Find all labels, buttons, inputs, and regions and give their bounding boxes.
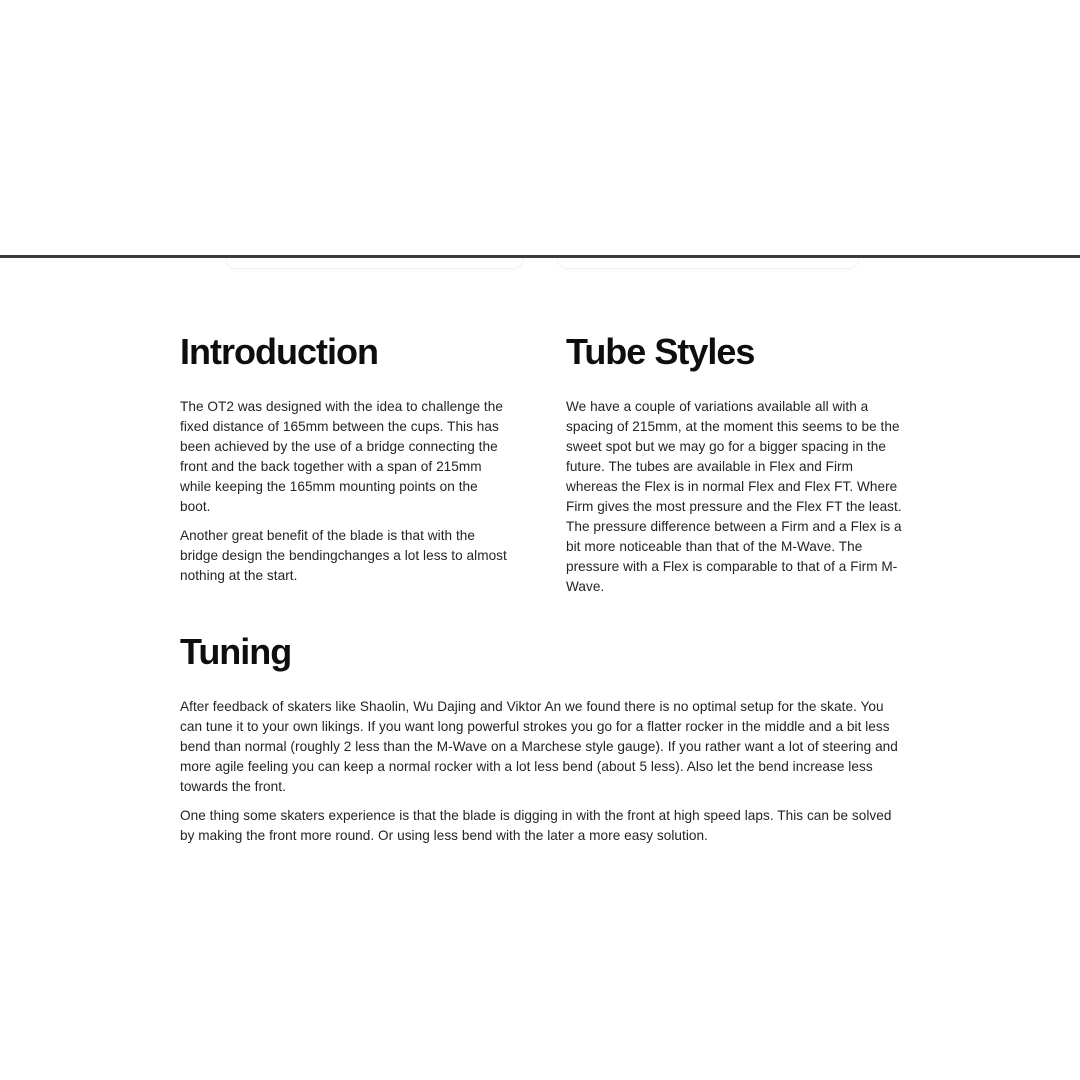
tuning-section [180, 631, 902, 846]
introduction-heading: Introduction [180, 331, 378, 372]
tuning-heading: Tuning [180, 631, 292, 672]
tuning-body [180, 697, 902, 846]
article-content [180, 331, 902, 846]
introduction-paragraph-2: Another great benefit of the blade is that with the bridge design the bendingchanges a lot less to almost nothing at the start. [180, 528, 507, 583]
section-divider-line [0, 255, 1080, 258]
card-bottom-edge-left [225, 258, 524, 269]
tuning-paragraph-1: After feedback of skaters like Shaolin, Wu Dajing and Viktor An we found there is no optimal setup for the skate. You can tune it to your own likings. If you want long powerful strokes you go for a flatter rocker in the middle and a bit less bend than normal (roughly 2 less than the M-Wave on a Marchese style gauge). If you rather want a lot of steering and more agile feeling you can keep a normal rocker with a lot less bend (about 5 less). Also let the bend increase less towards the front. [180, 699, 898, 794]
two-column-layout [180, 331, 902, 597]
introduction-body [180, 397, 510, 586]
introduction-paragraph-1: The OT2 was designed with the idea to challenge the fixed distance of 165mm between the cups. This has been achieved by the use of a bridge connecting the front and the back together with a span of 215mm while keeping the 165mm mounting points on the boot. [180, 399, 503, 514]
tuning-paragraph-2: One thing some skaters experience is that the blade is digging in with the front at high speed laps. This can be solved by making the front more round. Or using less bend with the later a more easy solution. [180, 808, 892, 843]
tube-styles-section [566, 331, 902, 597]
tube-styles-body [566, 397, 902, 597]
introduction-section [180, 331, 510, 597]
card-bottom-edge-right [557, 258, 859, 269]
tube-styles-heading: Tube Styles [566, 331, 755, 372]
tube-styles-paragraph-1: We have a couple of variations available all with a spacing of 215mm, at the moment this seems to be the sweet spot but we may go for a bigger spacing in the future. The tubes are available in Flex and Firm whereas the Flex is in normal Flex and Flex FT. Where Firm gives the most pressure and the Flex FT the least. The pressure difference between a Firm and a Flex is a bit more noticeable than that of the M-Wave. The pressure with a Flex is comparable to that of a Firm M-Wave. [566, 399, 902, 594]
